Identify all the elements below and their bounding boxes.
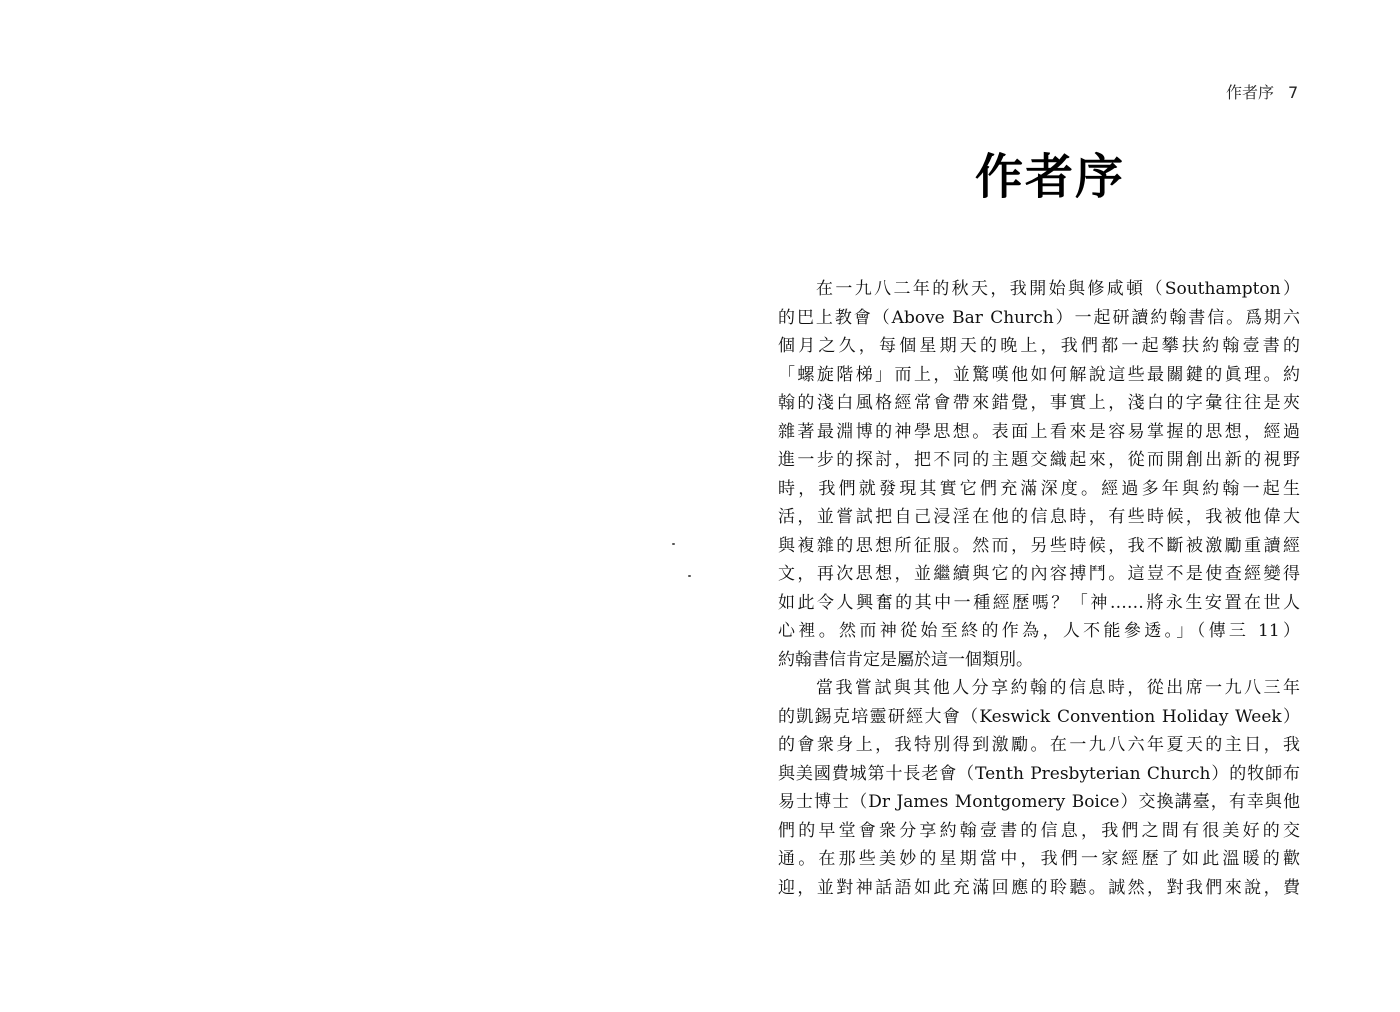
paragraph-line: 的巴上教會（Above Bar Church）一起研讀約翰書信。爲期六: [778, 307, 1300, 328]
paragraph-line: 易士博士（Dr James Montgomery Boice）交換講臺，有幸與他: [778, 792, 1300, 812]
paragraph-line: 個月之久，每個星期天的晚上，我們都一起攀扶約翰壹書的: [778, 336, 1300, 356]
paragraph-line: 約翰書信肯定是屬於這一個類別。: [778, 649, 1033, 670]
scan-speck: [688, 575, 691, 577]
chapter-title: 作者序: [975, 149, 1126, 205]
body-text: [778, 275, 1300, 902]
right-page: [700, 0, 1400, 1012]
running-head: [1226, 80, 1298, 103]
paragraph-line: 們的早堂會衆分享約翰壹書的信息，我們之間有很美好的交: [778, 820, 1300, 841]
paragraph-line: 雜著最淵博的神學思想。表面上看來是容易掌握的思想，經過: [778, 421, 1300, 442]
paragraph-line: 迎，並對神話語如此充滿回應的聆聽。誠然，對我們來說，費: [778, 877, 1300, 898]
paragraph-line: 與複雜的思想所征服。然而，另些時候，我不斷被激勵重讀經: [778, 535, 1300, 556]
paragraph-line: 時，我們就發現其實它們充滿深度。經過多年與約翰一起生: [778, 478, 1300, 499]
paragraph-line: 文，再次思想，並繼續與它的內容搏鬥。這豈不是使查經變得: [778, 564, 1300, 584]
page-number: 7: [1288, 83, 1299, 102]
paragraph-line: 的凱錫克培靈研經大會（Keswick Convention Holiday Week）: [778, 706, 1300, 727]
paragraph-line: 的會衆身上，我特別得到激勵。在一九八六年夏天的主日，我: [778, 735, 1300, 755]
paragraph-line: 「螺旋階梯」而上，並驚嘆他如何解說這些最關鍵的眞理。約: [778, 364, 1300, 385]
paragraph-line: 如此令人興奮的其中一種經歷嗎？「神……將永生安置在世人: [778, 592, 1300, 613]
paragraph-line: 進一步的探討，把不同的主題交織起來，從而開創出新的視野: [778, 450, 1300, 470]
running-head-title: 作者序: [1226, 83, 1275, 102]
scan-speck: [672, 543, 675, 545]
paragraph-line: 通。在那些美妙的星期當中，我們一家經歷了如此溫暖的歡: [778, 849, 1300, 869]
paragraph-line: 翰的淺白風格經常會帶來錯覺，事實上，淺白的字彙往往是夾: [778, 393, 1300, 413]
paragraph-line: 活，並嘗試把自己浸淫在他的信息時，有些時候，我被他偉大: [778, 507, 1300, 527]
paragraph-line: 當我嘗試與其他人分享約翰的信息時，從出席一九八三年: [816, 678, 1300, 698]
paragraph-line: 與美國費城第十長老會（Tenth Presbyterian Church）的牧師布: [778, 763, 1300, 784]
paragraph-line: 在一九八二年的秋天，我開始與修咸頓（Southampton）: [816, 279, 1300, 299]
paragraph-line: 心裡。然而神從始至終的作為，人不能參透。」（傳三 11）: [778, 621, 1300, 641]
